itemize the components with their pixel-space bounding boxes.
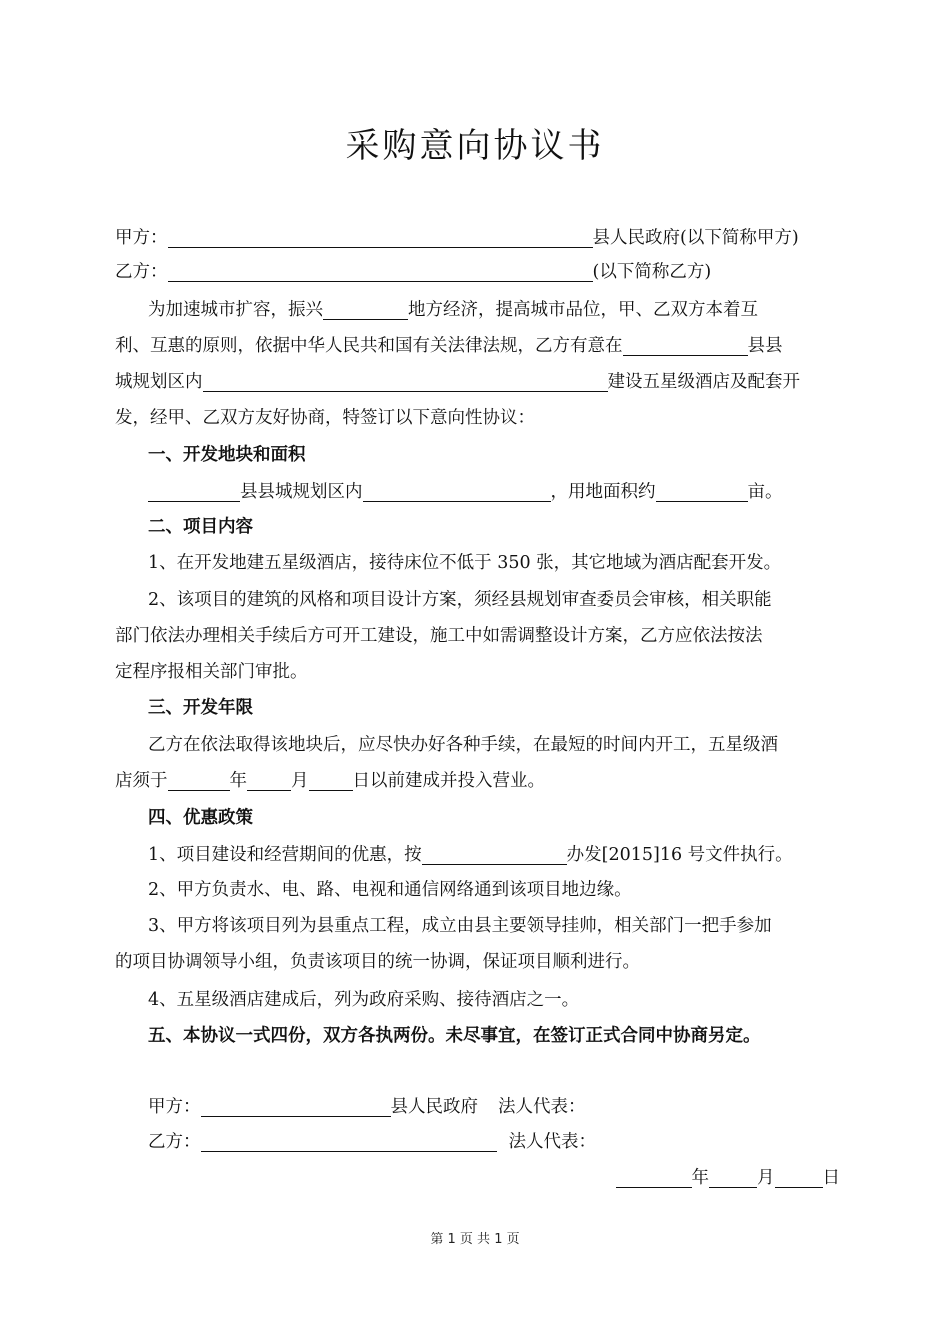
s4-item-2: 2、甲方负责水、电、路、电视和通信网络通到该项目地边缘。: [148, 880, 632, 900]
s4-item-3-line-2: 的项目协调领导小组，负责该项目的统一协调，保证项目顺利进行。: [115, 952, 640, 972]
s3-blank-year[interactable]: [168, 768, 230, 791]
intro-text: 城规划区内: [115, 372, 203, 392]
s3-line-1: 乙方在依法取得该地块后，应尽快办好各种手续，在最短的时间内开工，五星级酒: [148, 735, 778, 755]
s1-blank-location[interactable]: [363, 479, 551, 502]
s3-text: 月: [291, 771, 309, 791]
party-a-blank[interactable]: [168, 225, 593, 248]
s4-text: 办发[2015]16 号文件执行。: [566, 845, 793, 865]
party-b-suffix: (以下简称乙方): [592, 262, 712, 282]
date-blank-month[interactable]: [709, 1165, 757, 1188]
date-blank-year[interactable]: [616, 1165, 692, 1188]
s1-blank-area[interactable]: [656, 479, 748, 502]
s1-text: 亩。: [747, 482, 783, 502]
section-4-heading: 四、优惠政策: [148, 808, 253, 828]
intro-line-2: [115, 328, 840, 364]
sig-a-label: 甲方：: [148, 1097, 201, 1117]
intro-line-3: [115, 364, 840, 400]
intro-text: 地方经济，提高城市品位，甲、乙双方本着互: [408, 300, 758, 320]
s3-line-2: [115, 763, 840, 799]
intro-text: 发，经甲、乙双方友好协商，特签订以下意向性协议：: [115, 408, 535, 428]
section-2-heading: 二、项目内容: [148, 517, 253, 537]
party-a-line: [115, 220, 840, 256]
s3-blank-month[interactable]: [247, 768, 291, 791]
intro-text: 为加速城市扩容，振兴: [148, 300, 323, 320]
intro-text: 利、互惠的原则，依据中华人民共和国有关法律法规，乙方有意在: [115, 336, 623, 356]
date-blank-day[interactable]: [775, 1165, 823, 1188]
intro-blank-2[interactable]: [623, 333, 748, 356]
date-text: 年: [691, 1168, 709, 1188]
s2-item-2-line-2: 部门依法办理相关手续后方可开工建设，施工中如需调整设计方案，乙方应依法按法: [115, 626, 763, 646]
s3-text: 店须于: [115, 771, 168, 791]
party-b-line: [115, 254, 840, 290]
intro-text: 县县: [747, 336, 783, 356]
sig-b-rep-label: 法人代表：: [508, 1132, 596, 1152]
section-5-text: 五、本协议一式四份，双方各执两份。未尽事宜，在签订正式合同中协商另定。: [148, 1026, 761, 1046]
intro-text: 建设五星级酒店及配套开: [607, 372, 800, 392]
section-1-heading: 一、开发地块和面积: [148, 445, 306, 465]
s1-blank-county[interactable]: [148, 479, 240, 502]
sig-b-blank[interactable]: [201, 1129, 497, 1152]
section-1-line: [148, 474, 840, 510]
s3-blank-day[interactable]: [309, 768, 353, 791]
page-number-footer: 第 1 页 共 1 页: [430, 1232, 520, 1247]
sig-b-label: 乙方：: [148, 1132, 201, 1152]
s4-text: 1、项目建设和经营期间的优惠，按: [148, 845, 422, 865]
party-a-suffix: 县人民政府(以下简称甲方): [592, 228, 799, 248]
party-b-label: 乙方：: [115, 262, 168, 282]
page-title: 采购意向协议书: [345, 126, 605, 166]
sig-a-suffix: 县人民政府: [390, 1097, 478, 1117]
intro-blank-1[interactable]: [323, 297, 408, 320]
signature-party-b: [148, 1124, 840, 1160]
section-3-heading: 三、开发年限: [148, 698, 253, 718]
sig-a-blank[interactable]: [201, 1094, 391, 1117]
signature-party-a: [148, 1089, 840, 1125]
s2-item-1: 1、在开发地建五星级酒店，接待床位不低于 350 张，其它地域为酒店配套开发。: [148, 553, 782, 573]
s3-text: 年: [229, 771, 247, 791]
s1-text: 县县城规划区内: [240, 482, 363, 502]
intro-line-1: [148, 292, 840, 328]
date-text: 月: [757, 1168, 775, 1188]
s2-item-2-line-1: 2、该项目的建筑的风格和项目设计方案，须经县规划审查委员会审核，相关职能: [148, 590, 772, 610]
party-a-label: 甲方：: [115, 228, 168, 248]
s1-text: ，用地面积约: [550, 482, 656, 502]
s4-blank-office[interactable]: [422, 842, 567, 865]
s2-item-2-line-3: 定程序报相关部门审批。: [115, 662, 308, 682]
s4-item-4: 4、五星级酒店建成后，列为政府采购、接待酒店之一。: [148, 990, 580, 1010]
sig-a-rep-label: 法人代表：: [498, 1097, 586, 1117]
party-b-blank[interactable]: [168, 259, 593, 282]
s4-item-3-line-1: 3、甲方将该项目列为县重点工程，成立由县主要领导挂帅，相关部门一把手参加: [148, 916, 772, 936]
date-text: 日: [822, 1168, 840, 1188]
s3-text: 日以前建成并投入营业。: [352, 771, 545, 791]
s4-item-1: [148, 837, 840, 873]
intro-blank-3[interactable]: [203, 369, 608, 392]
signature-date: [115, 1160, 840, 1196]
intro-line-4: [115, 400, 840, 436]
